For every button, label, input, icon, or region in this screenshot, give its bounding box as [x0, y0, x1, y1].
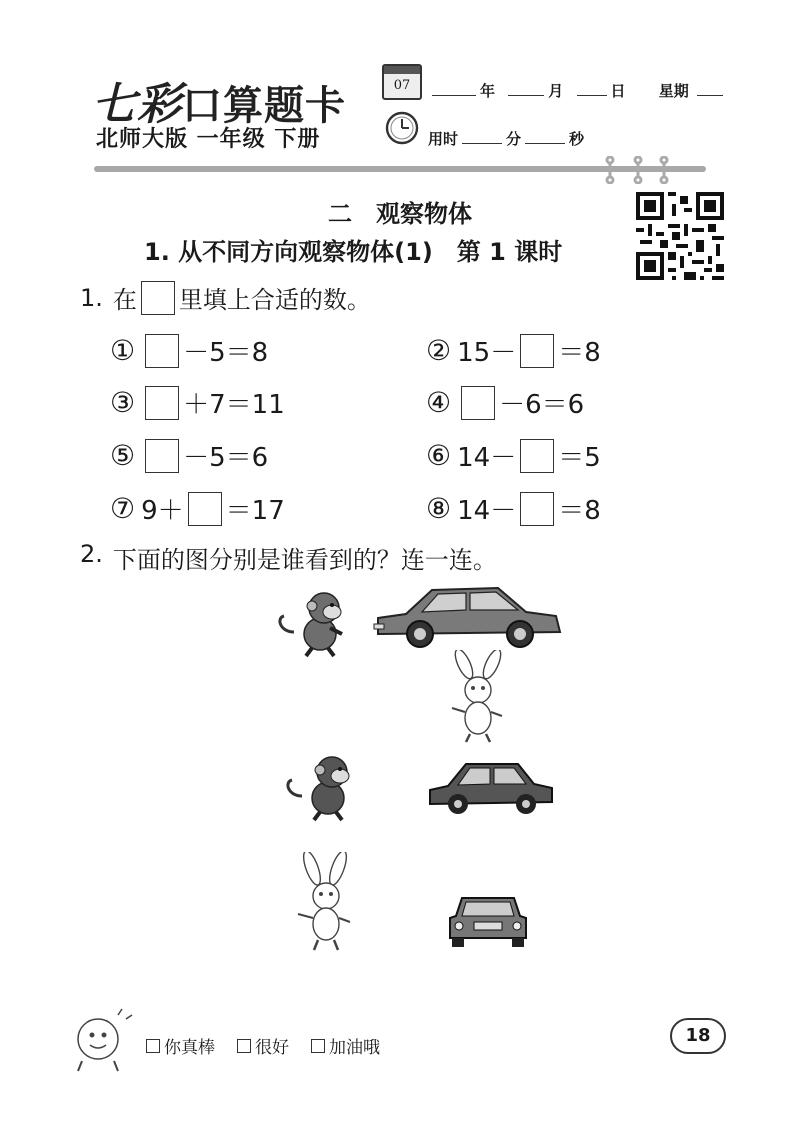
rabbit-icon[interactable]	[442, 650, 514, 744]
second-label: 秒	[569, 130, 585, 148]
rabbit-icon[interactable]	[290, 852, 362, 952]
option-label: 加油哦	[329, 1038, 380, 1058]
equation-mark: ⑥	[426, 439, 452, 472]
car-icon[interactable]	[446, 892, 530, 950]
brand-kousuan: 口算题卡	[182, 83, 346, 129]
edition-label: 北师大版 一年级 下册	[96, 127, 321, 152]
option-good[interactable]	[237, 1033, 289, 1058]
monkey-icon[interactable]	[272, 588, 352, 658]
second-blank[interactable]	[525, 130, 565, 144]
equation-mark: ②	[426, 334, 452, 367]
equation-pre: 14－	[457, 496, 517, 526]
binder-pins-icon	[598, 156, 678, 184]
equation-4	[426, 384, 584, 421]
minute-label: 分	[506, 130, 522, 148]
question-1-post: 里填上合适的数。	[178, 286, 371, 314]
answer-box[interactable]	[461, 386, 495, 420]
equation-mark: ④	[426, 386, 452, 419]
equation-mark: ⑤	[110, 439, 136, 472]
minute-blank[interactable]	[462, 130, 502, 144]
equation-8	[426, 490, 601, 527]
equation-mark: ③	[110, 386, 136, 419]
checkbox[interactable]	[237, 1039, 251, 1053]
option-label: 很好	[255, 1038, 289, 1058]
question-1-number: 1.	[80, 283, 103, 312]
equation-pre: 14－	[457, 443, 517, 473]
answer-box[interactable]	[145, 334, 179, 368]
day-label: 日	[610, 82, 626, 100]
equation-mark: ⑧	[426, 492, 452, 525]
equation-post: －6＝6	[499, 390, 585, 420]
answer-box[interactable]	[520, 492, 554, 526]
car-icon[interactable]	[426, 756, 556, 816]
equation-1	[110, 332, 268, 369]
time-used-label: 用时	[428, 130, 459, 148]
equation-post: ＝17	[225, 496, 285, 526]
date-fields	[428, 80, 727, 101]
weekday-label: 星期	[658, 82, 689, 100]
answer-box[interactable]	[188, 492, 222, 526]
option-keep-trying[interactable]	[311, 1033, 380, 1058]
equation-post: ＝8	[558, 496, 601, 526]
equation-post: －5＝6	[183, 443, 269, 473]
equation-post: ＝5	[558, 443, 601, 473]
answer-box[interactable]	[145, 386, 179, 420]
month-label: 月	[548, 82, 564, 100]
equation-pre: 15－	[457, 338, 517, 368]
monkey-icon[interactable]	[280, 752, 360, 822]
year-blank[interactable]	[432, 82, 476, 96]
equation-post: －5＝8	[183, 338, 269, 368]
equation-3	[110, 384, 285, 421]
answer-box[interactable]	[520, 334, 554, 368]
question-1-pre: 在	[112, 286, 137, 314]
mascot-icon	[68, 1005, 140, 1075]
year-label: 年	[480, 82, 496, 100]
option-label: 你真棒	[164, 1038, 215, 1058]
equation-pre: 9＋	[141, 496, 184, 526]
calendar-day: 07	[393, 78, 411, 93]
clock-icon	[384, 110, 420, 146]
equation-7	[110, 490, 285, 527]
checkbox[interactable]	[311, 1039, 325, 1053]
answer-box[interactable]	[145, 439, 179, 473]
question-2-number: 2.	[80, 540, 103, 568]
answer-box-example	[141, 281, 175, 315]
day-blank[interactable]	[577, 82, 607, 96]
equation-post: ＝8	[558, 338, 601, 368]
calendar-icon	[382, 64, 422, 100]
equation-2	[426, 332, 601, 369]
question-2-prompt	[80, 540, 497, 575]
brand-qicai: 七彩	[92, 79, 182, 130]
page-number: 18	[670, 1018, 726, 1054]
answer-box[interactable]	[520, 439, 554, 473]
lesson-title: 1. 从不同方向观察物体(1) 第 1 课时	[144, 238, 563, 266]
equation-5	[110, 437, 268, 474]
equation-6	[426, 437, 601, 474]
checkbox[interactable]	[146, 1039, 160, 1053]
month-blank[interactable]	[508, 82, 544, 96]
question-1-prompt	[80, 280, 371, 315]
car-icon[interactable]	[370, 578, 564, 648]
option-excellent[interactable]	[146, 1033, 215, 1058]
equation-mark: ①	[110, 334, 136, 367]
weekday-blank[interactable]	[697, 82, 723, 96]
unit-title: 二 观察物体	[328, 200, 472, 228]
self-evaluation	[146, 1033, 380, 1058]
equation-post: ＋7＝11	[183, 390, 285, 420]
question-2-text: 下面的图分别是谁看到的？连一连。	[112, 546, 497, 574]
time-fields	[428, 128, 584, 149]
equation-mark: ⑦	[110, 492, 136, 525]
